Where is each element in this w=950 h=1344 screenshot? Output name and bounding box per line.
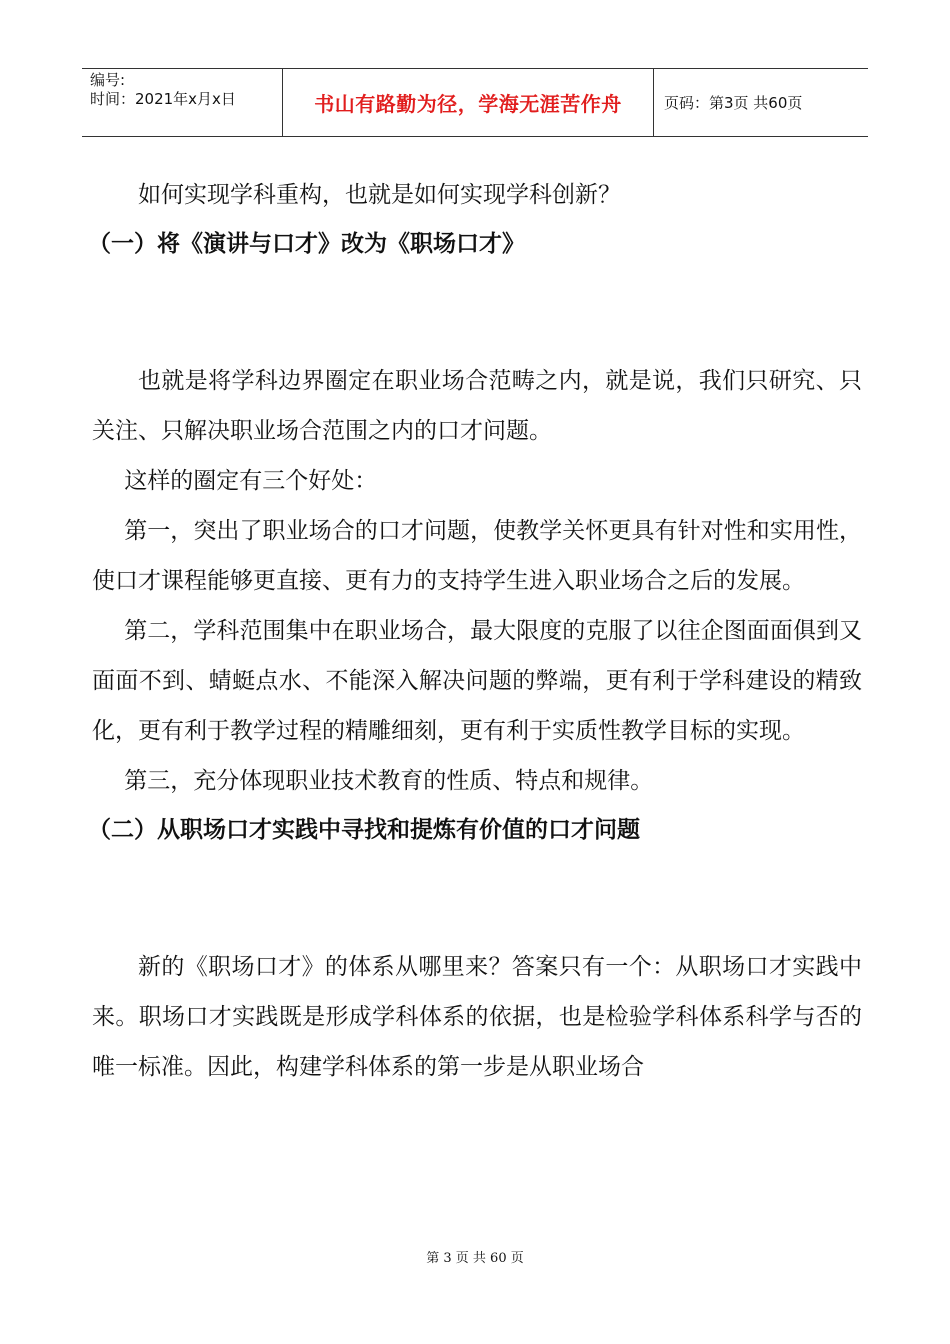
paragraph-3: 第一，突出了职业场合的口才问题，使教学关怀更具有针对性和实用性，使口才课程能够更直接、更有力的支持学生进入职业场合之后的发展。	[92, 518, 862, 594]
document-header	[82, 68, 868, 137]
section-2-heading: （二）从职场口才实践中寻找和提炼有价值的口才问题	[88, 817, 640, 843]
spacer	[92, 268, 862, 356]
paragraph-1: 也就是将学科边界圈定在职业场合范畴之内，就是说，我们只研究、只关注、只解决职业场合范围之内的口才问题。	[92, 368, 862, 444]
paragraph-5: 第三，充分体现职业技术教育的性质、特点和规律。	[124, 768, 654, 794]
section-1-heading: （一）将《演讲与口才》改为《职场口才》	[88, 231, 525, 257]
intro-paragraph: 如何实现学科重构，也就是如何实现学科创新？	[138, 182, 621, 208]
paragraph-6: 新的《职场口才》的体系从哪里来？答案只有一个：从职场口才实践中来。职场口才实践既是形成学科体系的依据，也是检验学科体系科学与否的唯一标准。因此，构建学科体系的第一步是从职业场合	[92, 954, 862, 1080]
header-page-label: 页码：第3页 共60页	[664, 94, 803, 112]
spacer	[92, 854, 862, 942]
code-label: 编号:	[90, 71, 126, 89]
document-body	[88, 170, 862, 1092]
header-left-cell	[82, 69, 282, 136]
paragraph-4: 第二，学科范围集中在职业场合，最大限度的克服了以往企图面面俱到又面面不到、蜻蜓点水、不能深入解决问题的弊端，更有利于学科建设的精致化，更有利于教学过程的精雕细刻，更有利于实质性教学目标的实现。	[92, 618, 862, 744]
time-label: 时间：2021年x月x日	[90, 90, 236, 108]
paragraph-2: 这样的圈定有三个好处：	[124, 468, 378, 494]
page-footer: 第 3 页 共 60 页	[426, 1251, 524, 1266]
header-motto: 书山有路勤为径，学海无涯苦作舟	[282, 69, 654, 136]
